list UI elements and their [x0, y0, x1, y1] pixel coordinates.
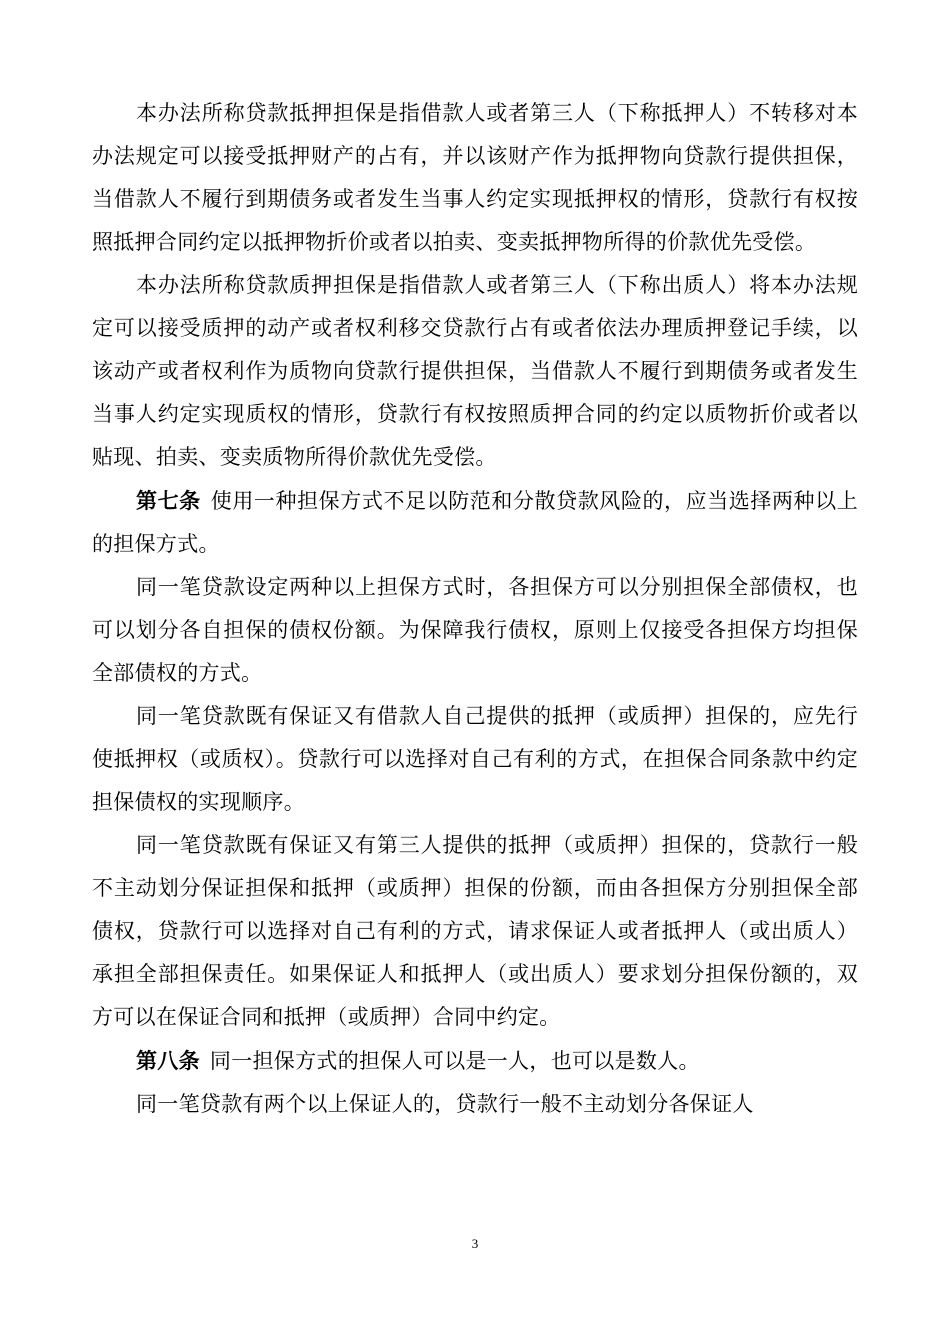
paragraph-article-8 — [92, 1039, 858, 1083]
page-number: 3 — [471, 1236, 479, 1251]
paragraph-text: 同一担保方式的担保人可以是一人，也可以是数人。 — [209, 1049, 700, 1073]
paragraph-text: 同一笔贷款既有保证又有借款人自己提供的抵押（或质押）担保的，应先行使抵押权（或质权）。贷款行可以选择对自己有利的方式，在担保合同条款中约定担保债权的实现顺序。 — [92, 704, 858, 814]
paragraph-text: 同一笔贷款设定两种以上担保方式时，各担保方可以分别担保全部债权，也可以划分各自担保的债权份额。为保障我行债权，原则上仅接受各担保方均担保全部债权的方式。 — [92, 575, 858, 685]
paragraph-borrower-collateral — [92, 695, 858, 824]
document-body — [92, 92, 858, 1126]
paragraph-text: 本办法所称贷款质押担保是指借款人或者第三人（下称出质人）将本办法规定可以接受质押的动产或者权利移交贷款行占有或者依法办理质押登记手续，以该动产或者权利作为质物向贷款行提供担保，当借款人不履行到期债务或者发生当事人约定实现质权的情形，贷款行有权按照质押合同的约定以质物折价或者以贴现、拍卖、变卖质物所得价款优先受偿。 — [92, 273, 858, 469]
paragraph-text: 本办法所称贷款抵押担保是指借款人或者第三人（下称抵押人）不转移对本办法规定可以接受抵押财产的占有，并以该财产作为抵押物向贷款行提供担保，当借款人不履行到期债务或者发生当事人约定实现抵押权的情形，贷款行有权按照抵押合同约定以抵押物折价或者以拍卖、变卖抵押物所得的价款优先受偿。 — [92, 101, 858, 254]
paragraph-mortgage-definition — [92, 92, 858, 264]
paragraph-text: 同一笔贷款有两个以上保证人的，贷款行一般不主动划分各保证人 — [136, 1092, 754, 1116]
article-number: 第八条 — [136, 1048, 200, 1073]
article-number: 第七条 — [136, 488, 201, 513]
paragraph-text: 使用一种担保方式不足以防范和分散贷款风险的，应当选择两种以上的担保方式。 — [92, 489, 859, 556]
paragraph-third-party-collateral — [92, 824, 858, 1039]
paragraph-multiple-guarantors — [92, 1083, 858, 1126]
paragraph-multiple-guarantees — [92, 566, 858, 695]
paragraph-pledge-definition — [92, 264, 858, 479]
paragraph-text: 同一笔贷款既有保证又有第三人提供的抵押（或质押）担保的，贷款行一般不主动划分保证担保和抵押（或质押）担保的份额，而由各担保方分别担保全部债权，贷款行可以选择对自己有利的方式，请求保证人或者抵押人（或出质人）承担全部担保责任。如果保证人和抵押人（或出质人）要求划分担保份额的，双方可以在保证合同和抵押（或质押）合同中约定。 — [92, 833, 858, 1029]
paragraph-article-7 — [92, 479, 858, 566]
